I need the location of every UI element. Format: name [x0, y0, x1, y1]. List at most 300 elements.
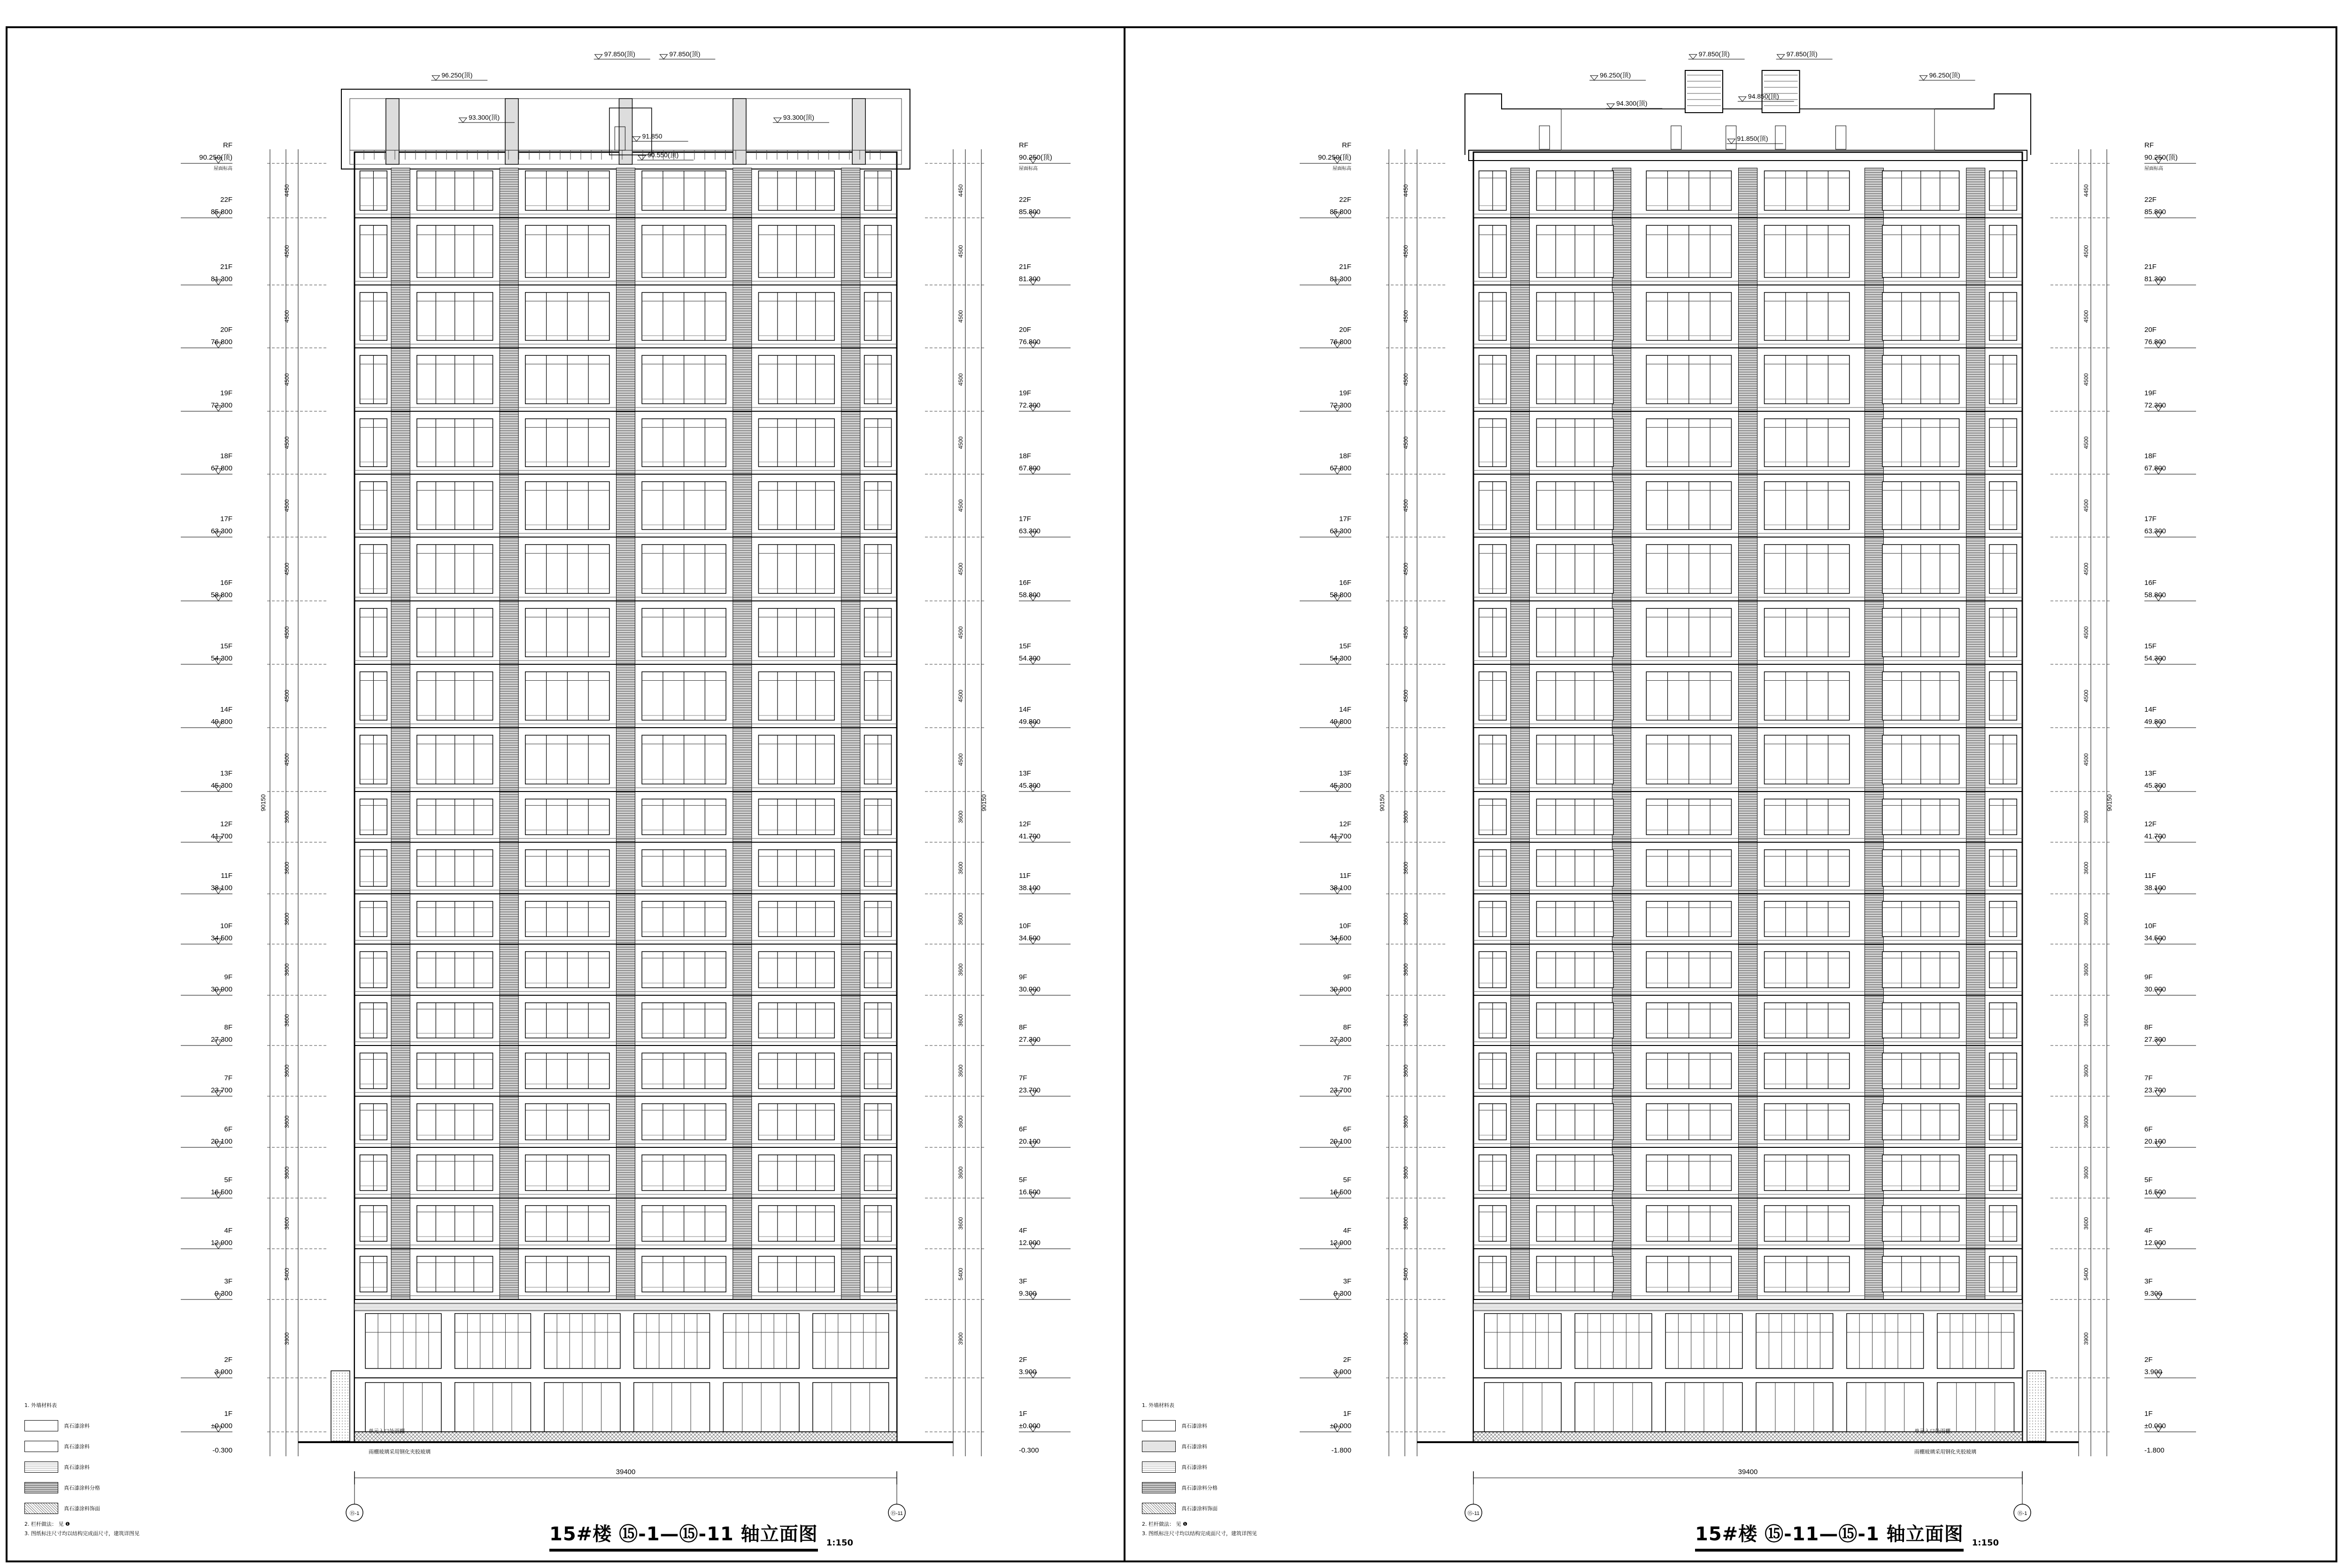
legend-row: 真石漆涂料: [24, 1457, 139, 1477]
floor-label: 14F: [2144, 706, 2157, 714]
roof-door: [1775, 126, 1786, 149]
story-height-label: 3600: [284, 1115, 290, 1128]
floor-label: 1F: [1019, 1410, 1027, 1418]
floor-label: 8F: [2144, 1023, 2153, 1031]
floor-note: 屋面标高: [2144, 166, 2163, 171]
legend-row: 真石漆涂料: [1142, 1457, 1257, 1477]
story-height-label: 4500: [957, 310, 964, 323]
floor-elev-label: 63.300: [1019, 527, 1040, 535]
floor-elev-label: 58.800: [1330, 591, 1351, 599]
floor-elev-label: 27.300: [1019, 1036, 1040, 1044]
floor-elev-label: 41.700: [211, 832, 232, 840]
floor-label: 6F: [1343, 1125, 1351, 1133]
roof-elev-label: 90.550(顶): [647, 151, 679, 159]
legend-swatch: [24, 1420, 58, 1431]
floor-label: 11F: [2144, 872, 2156, 880]
story-height-label: 5400: [284, 1268, 290, 1281]
floor-elev-label: 63.300: [2144, 527, 2166, 535]
floor-elev-label: 16.500: [1330, 1188, 1351, 1196]
floor-elev-label: 27.300: [211, 1036, 232, 1044]
story-height-label: 4500: [1403, 626, 1409, 639]
floor-elev-label: 67.800: [2144, 464, 2166, 472]
story-height-label: 4500: [1403, 436, 1409, 449]
story-height-label: 4500: [2083, 373, 2089, 386]
floor-elev-label: 85.800: [211, 208, 232, 216]
story-height-label: 4500: [284, 753, 290, 766]
floor-note: 屋面标高: [1333, 166, 1351, 171]
floor-label: 8F: [1343, 1023, 1351, 1031]
roof-elev-label: 96.250(顶): [1600, 71, 1631, 79]
story-height-label: 3600: [1403, 1064, 1409, 1077]
floor-elev-label: 27.300: [2144, 1036, 2166, 1044]
floor-elev-label: 49.800: [1019, 718, 1040, 726]
right-title-text: 15#楼 ⑮-11—⑮-1 轴立面图: [1695, 1519, 1964, 1552]
floor-elev-label: 63.300: [211, 527, 232, 535]
story-height-label: 3600: [2083, 1217, 2089, 1230]
floor-elev-label: 16.500: [1019, 1188, 1040, 1196]
elev-marker-triangle: [1607, 104, 1614, 108]
floor-elev-label: 67.800: [211, 464, 232, 472]
floor-elev-label: 20.100: [211, 1138, 232, 1145]
elev-marker-triangle: [459, 118, 467, 123]
story-height-label: 4500: [957, 753, 964, 766]
story-height-label: 3600: [1403, 1115, 1409, 1128]
legend-swatch: [1142, 1503, 1176, 1514]
floor-elev-label: 30.900: [1330, 985, 1351, 993]
material-legend-left: [24, 1401, 139, 1537]
floor-elev-label: 34.500: [2144, 934, 2166, 942]
legend-note: 3. 图纸标注尺寸均以结构完成面尺寸，建筑详图见: [24, 1530, 139, 1537]
floor-elev-label: 27.300: [1330, 1036, 1351, 1044]
story-height-label: 4500: [2083, 690, 2089, 702]
legend-header: 1. 外墙材料表: [1142, 1402, 1174, 1408]
floor-label: 15F: [1019, 642, 1031, 650]
floor-elev-label: 38.100: [1330, 884, 1351, 892]
floor-label: 16F: [1339, 579, 1351, 587]
floor-label: 21F: [220, 263, 232, 271]
floor-elev-label: 45.300: [1019, 782, 1040, 790]
roof-elev-label: 93.300(顶): [783, 114, 815, 121]
floor-label: 9F: [224, 973, 232, 981]
floor-label: 3F: [224, 1277, 232, 1285]
story-height-label: 4500: [1403, 245, 1409, 258]
story-height-label: 4500: [957, 562, 964, 576]
total-height-label: 90150: [1379, 794, 1386, 812]
story-height-label: 3600: [2083, 1064, 2089, 1077]
axis-label: ⑮-1: [349, 1511, 360, 1516]
floor-elev-label: 76.800: [2144, 338, 2166, 346]
floor-label: 1F: [2144, 1410, 2153, 1418]
story-height-label: 4500: [1403, 753, 1409, 766]
canopy-label: 雨棚玻璃采用钢化夹胶玻璃: [1914, 1449, 1976, 1455]
floor-elev-label: 54.300: [1019, 654, 1040, 662]
floor-label: 12F: [1339, 820, 1351, 828]
story-height-label: 3600: [284, 963, 290, 976]
story-height-label: 4500: [284, 690, 290, 702]
floor-label: 21F: [2144, 263, 2157, 271]
floor-elev-label: 85.800: [1330, 208, 1351, 216]
floor-label: 5F: [1019, 1176, 1027, 1184]
roof-elev-label: 91.850: [642, 132, 663, 140]
podium-cornice: [355, 1303, 897, 1311]
story-height-label: 3600: [957, 1014, 964, 1027]
floor-label: 16F: [2144, 579, 2157, 587]
story-height-label: 3600: [2083, 810, 2089, 823]
floor-label: 12F: [2144, 820, 2157, 828]
roof-elev-label: 94.300(顶): [1616, 100, 1648, 107]
floor-label: 17F: [1339, 515, 1351, 523]
roof-door: [1836, 126, 1846, 149]
floor-label: 6F: [2144, 1125, 2153, 1133]
floor-label: 8F: [1019, 1023, 1027, 1031]
floor-elev-label: 72.300: [211, 401, 232, 409]
material-legend-right: [1142, 1401, 1257, 1537]
floor-label: 7F: [224, 1074, 232, 1082]
floor-label: 17F: [1019, 515, 1031, 523]
podium-cornice: [1473, 1303, 2022, 1311]
story-height-label: 4500: [957, 245, 964, 258]
axis-label: ⑮-11: [890, 1511, 903, 1516]
floor-elev-label: 38.100: [211, 884, 232, 892]
legend-row: 真石漆涂料: [24, 1415, 139, 1436]
floor-label: 5F: [224, 1176, 232, 1184]
floor-label: 1F: [1343, 1410, 1351, 1418]
floor-label: 20F: [2144, 326, 2157, 334]
story-height-label: 4500: [2083, 436, 2089, 449]
roof-elev-label: 97.850(顶): [604, 50, 635, 58]
story-height-label: 3600: [957, 810, 964, 823]
podium-1f: [355, 1378, 897, 1432]
floor-elev-label: 12.900: [2144, 1239, 2166, 1247]
floor-elev-label: 9.300: [1019, 1290, 1037, 1298]
roof-elev-label: 97.850(顶): [1786, 50, 1818, 58]
floor-elev-label: 23.700: [1330, 1086, 1351, 1094]
legend-swatch: [1142, 1441, 1176, 1452]
story-height-label: 4450: [957, 184, 964, 197]
floor-label: 20F: [220, 326, 232, 334]
floor-elev-label: 34.500: [211, 934, 232, 942]
floor-elev-label: 38.100: [1019, 884, 1040, 892]
floor-elev-label: 54.300: [211, 654, 232, 662]
floor-label: RF: [1019, 141, 1028, 149]
roof-column: [852, 99, 865, 164]
story-height-label: 4500: [957, 626, 964, 639]
floor-label: 7F: [1343, 1074, 1351, 1082]
floor-elev-label: 81.300: [1019, 275, 1040, 283]
floor-label: 18F: [1019, 452, 1031, 460]
legend-header: 1. 外墙材料表: [24, 1402, 57, 1408]
story-height-label: 4450: [284, 184, 290, 197]
axis-label: ⑮-11: [1467, 1511, 1480, 1516]
floor-label: 22F: [1339, 196, 1351, 204]
story-height-label: 3900: [1403, 1332, 1409, 1345]
column-cladding-strip: [841, 168, 860, 1299]
legend-row: 真石漆涂料: [24, 1436, 139, 1457]
floor-elev-label: 54.300: [1330, 654, 1351, 662]
story-height-label: 3600: [2083, 1166, 2089, 1179]
roof-column: [619, 99, 632, 164]
floor-elev-label: 3.900: [215, 1368, 232, 1376]
floor-label: 22F: [2144, 196, 2157, 204]
floor-label: 16F: [220, 579, 232, 587]
floor-label: 13F: [220, 769, 232, 777]
floor-elev-label: 76.800: [211, 338, 232, 346]
floor-label: 10F: [220, 922, 232, 930]
column-cladding-strip: [1511, 168, 1529, 1299]
floor-label: 5F: [2144, 1176, 2153, 1184]
plinth: [355, 1432, 897, 1442]
floor-label: 19F: [1019, 389, 1031, 397]
elev-marker-triangle: [638, 155, 646, 160]
floor-elev-label: 23.700: [1019, 1086, 1040, 1094]
floor-elev-label: 12.900: [1019, 1239, 1040, 1247]
floor-elev-label: 45.300: [1330, 782, 1351, 790]
ground-elev-label: -1.800: [2144, 1446, 2165, 1454]
story-height-label: 3600: [957, 1217, 964, 1230]
floor-elev-label: 81.300: [2144, 275, 2166, 283]
elev-marker-triangle: [1777, 54, 1785, 59]
width-dim-label: 39400: [616, 1468, 636, 1476]
story-height-label: 3600: [957, 1115, 964, 1128]
floor-elev-label: 90.250(顶): [2144, 154, 2178, 161]
floor-elev-label: 30.900: [1019, 985, 1040, 993]
story-height-label: 4500: [284, 562, 290, 576]
floor-elev-label: 63.300: [1330, 527, 1351, 535]
story-height-label: 3600: [1403, 1217, 1409, 1230]
floor-label: 12F: [1019, 820, 1031, 828]
column-cladding-strip: [1612, 168, 1631, 1299]
floor-elev-label: 34.500: [1019, 934, 1040, 942]
floor-label: 21F: [1019, 263, 1031, 271]
floor-label: 10F: [2144, 922, 2157, 930]
floor-elev-label: 23.700: [2144, 1086, 2166, 1094]
floor-label: 4F: [2144, 1227, 2153, 1235]
floor-elev-label: 23.700: [211, 1086, 232, 1094]
floor-elev-label: 76.800: [1330, 338, 1351, 346]
elev-marker-triangle: [595, 54, 602, 59]
floor-note: 屋面标高: [1019, 166, 1038, 171]
podium-2f: [1473, 1299, 2022, 1378]
roof-door: [1671, 126, 1681, 149]
floor-label: 5F: [1343, 1176, 1351, 1184]
floor-label: 2F: [2144, 1356, 2153, 1364]
column-cladding-strip: [617, 168, 635, 1299]
floor-label: 22F: [220, 196, 232, 204]
elev-marker-triangle: [1739, 97, 1746, 101]
legend-row: 真石漆涂料分格: [1142, 1477, 1257, 1498]
story-height-label: 4500: [2083, 626, 2089, 639]
roof-column: [733, 99, 746, 164]
column-cladding-strip: [1865, 168, 1883, 1299]
floor-elev-label: 85.800: [2144, 208, 2166, 216]
roof-door: [1726, 126, 1736, 149]
total-height-label: 90150: [980, 794, 987, 812]
floor-label: 6F: [1019, 1125, 1027, 1133]
left-drawing-title: [549, 1519, 853, 1552]
floor-elev-label: 9.300: [215, 1290, 232, 1298]
floor-elev-label: 20.100: [1019, 1138, 1040, 1145]
floor-elev-label: 49.800: [211, 718, 232, 726]
story-height-label: 4500: [2083, 499, 2089, 512]
floor-elev-label: 3.900: [2144, 1368, 2162, 1376]
floor-elev-label: 38.100: [2144, 884, 2166, 892]
elev-marker-triangle: [633, 137, 640, 141]
story-height-label: 3600: [284, 1217, 290, 1230]
floor-label: 3F: [1019, 1277, 1027, 1285]
roof-water-tank: [1762, 70, 1800, 113]
floor-label: RF: [2144, 141, 2154, 149]
entrance-canopy: [2027, 1371, 2046, 1441]
floor-label: 19F: [220, 389, 232, 397]
story-height-label: 4500: [1403, 690, 1409, 702]
floor-elev-label: 12.900: [211, 1239, 232, 1247]
entrance-label: 单元入口处雨棚: [369, 1429, 405, 1434]
legend-note: 2. 栏杆做法： 见 ❶: [1142, 1521, 1187, 1527]
floor-label: 13F: [1019, 769, 1031, 777]
roof-elev-label: 94.850(顶): [1748, 92, 1779, 100]
roof-door: [1539, 126, 1549, 149]
floor-label: 15F: [2144, 642, 2157, 650]
elev-marker-triangle: [660, 54, 667, 59]
floor-label: 9F: [1343, 973, 1351, 981]
floor-label: 6F: [224, 1125, 232, 1133]
floor-label: 17F: [220, 515, 232, 523]
floor-elev-label: ±0.000: [211, 1422, 232, 1430]
floor-label: 20F: [1339, 326, 1351, 334]
elev-marker-triangle: [432, 76, 439, 80]
legend-swatch: [24, 1482, 58, 1493]
floor-label: RF: [1342, 141, 1351, 149]
entrance-label: 单元入口处雨棚: [1914, 1429, 1950, 1434]
floor-label: 3F: [1343, 1277, 1351, 1285]
story-height-label: 3600: [1403, 913, 1409, 925]
story-height-label: 3600: [284, 913, 290, 925]
legend-note: 3. 图纸标注尺寸均以结构完成面尺寸，建筑详图见: [1142, 1530, 1257, 1537]
legend-swatch: [1142, 1420, 1176, 1431]
story-height-label: 5400: [957, 1268, 964, 1281]
story-height-label: 4500: [284, 436, 290, 449]
story-height-label: 3600: [957, 913, 964, 925]
floor-label: 18F: [220, 452, 232, 460]
story-height-label: 4500: [1403, 562, 1409, 576]
floor-label: 22F: [1019, 196, 1031, 204]
floor-label: 9F: [1019, 973, 1027, 981]
roof-water-tank: [1685, 70, 1723, 113]
legend-swatch: [24, 1461, 58, 1473]
floor-elev-label: ±0.000: [1019, 1422, 1040, 1430]
floor-label: 13F: [1339, 769, 1351, 777]
story-height-label: 4500: [2083, 310, 2089, 323]
floor-elev-label: 90.250(顶): [199, 154, 232, 161]
right-elevation: [1300, 50, 2196, 1521]
floor-label: 7F: [1019, 1074, 1027, 1082]
story-height-label: 3600: [284, 810, 290, 823]
floor-note: 屋面标高: [214, 166, 232, 171]
left-scale-text: 1:150: [826, 1538, 854, 1548]
story-height-label: 3600: [957, 861, 964, 875]
story-height-label: 3600: [2083, 1014, 2089, 1027]
roof-elev-label: 96.250(顶): [441, 71, 473, 79]
floor-elev-label: 9.300: [2144, 1290, 2162, 1298]
floor-elev-label: 72.300: [1330, 401, 1351, 409]
roof-column: [505, 99, 518, 164]
floor-elev-label: 45.300: [2144, 782, 2166, 790]
column-cladding-strip: [1739, 168, 1757, 1299]
story-height-label: 4500: [1403, 310, 1409, 323]
story-height-label: 3600: [284, 861, 290, 875]
roof-elev-label: 93.300(顶): [469, 114, 500, 121]
roof-elev-label: 96.250(顶): [1929, 71, 1960, 79]
story-height-label: 4500: [284, 499, 290, 512]
floor-elev-label: 41.700: [1019, 832, 1040, 840]
story-height-label: 5400: [2083, 1268, 2089, 1281]
floor-elev-label: 20.100: [2144, 1138, 2166, 1145]
floor-elev-label: 76.800: [1019, 338, 1040, 346]
floor-label: 18F: [1339, 452, 1351, 460]
floor-label: 10F: [1019, 922, 1031, 930]
floor-label: 1F: [224, 1410, 232, 1418]
floor-label: 4F: [1019, 1227, 1027, 1235]
ground-elev-label: -1.800: [1331, 1446, 1351, 1454]
floor-elev-label: 41.700: [2144, 832, 2166, 840]
story-height-label: 4500: [2083, 562, 2089, 576]
story-height-label: 3600: [2083, 913, 2089, 925]
story-height-label: 3900: [957, 1332, 964, 1345]
floor-elev-label: 9.300: [1333, 1290, 1351, 1298]
ground-elev-label: -0.300: [1019, 1446, 1039, 1454]
legend-swatch: [24, 1503, 58, 1514]
story-height-label: 3600: [957, 963, 964, 976]
elev-marker-triangle: [1590, 76, 1598, 80]
entrance-canopy: [331, 1371, 350, 1441]
legend-swatch: [24, 1441, 58, 1452]
story-height-label: 4500: [1403, 499, 1409, 512]
roof-column: [386, 99, 399, 164]
legend-swatch: [1142, 1482, 1176, 1493]
story-height-label: 3600: [957, 1166, 964, 1179]
story-height-label: 3600: [284, 1064, 290, 1077]
floor-elev-label: 49.800: [1330, 718, 1351, 726]
floor-elev-label: 90.250(顶): [1019, 154, 1052, 161]
width-dim-label: 39400: [1738, 1468, 1758, 1476]
floor-label: 16F: [1019, 579, 1031, 587]
floor-label: 10F: [1339, 922, 1351, 930]
floor-elev-label: 3.900: [1019, 1368, 1037, 1376]
total-height-label: 90150: [2106, 794, 2113, 812]
floor-elev-label: 34.500: [1330, 934, 1351, 942]
legend-row: 真石漆涂料饰面: [1142, 1498, 1257, 1519]
story-height-label: 4500: [1403, 373, 1409, 386]
floor-label: 13F: [2144, 769, 2157, 777]
column-cladding-strip: [733, 168, 752, 1299]
floor-elev-label: 58.800: [2144, 591, 2166, 599]
floor-elev-label: ±0.000: [2144, 1422, 2166, 1430]
story-height-label: 4500: [284, 310, 290, 323]
floor-label: 2F: [1019, 1356, 1027, 1364]
floor-label: 14F: [220, 706, 232, 714]
story-height-label: 4500: [957, 499, 964, 512]
floor-label: 20F: [1019, 326, 1031, 334]
floor-label: 17F: [2144, 515, 2157, 523]
floor-label: 4F: [224, 1227, 232, 1235]
floor-elev-label: 72.300: [2144, 401, 2166, 409]
story-height-label: 4500: [957, 436, 964, 449]
story-height-label: 3600: [2083, 1115, 2089, 1128]
story-height-label: 3900: [2083, 1332, 2089, 1345]
right-drawing-title: [1695, 1519, 1999, 1552]
floor-label: 19F: [2144, 389, 2157, 397]
floor-label: 7F: [2144, 1074, 2153, 1082]
